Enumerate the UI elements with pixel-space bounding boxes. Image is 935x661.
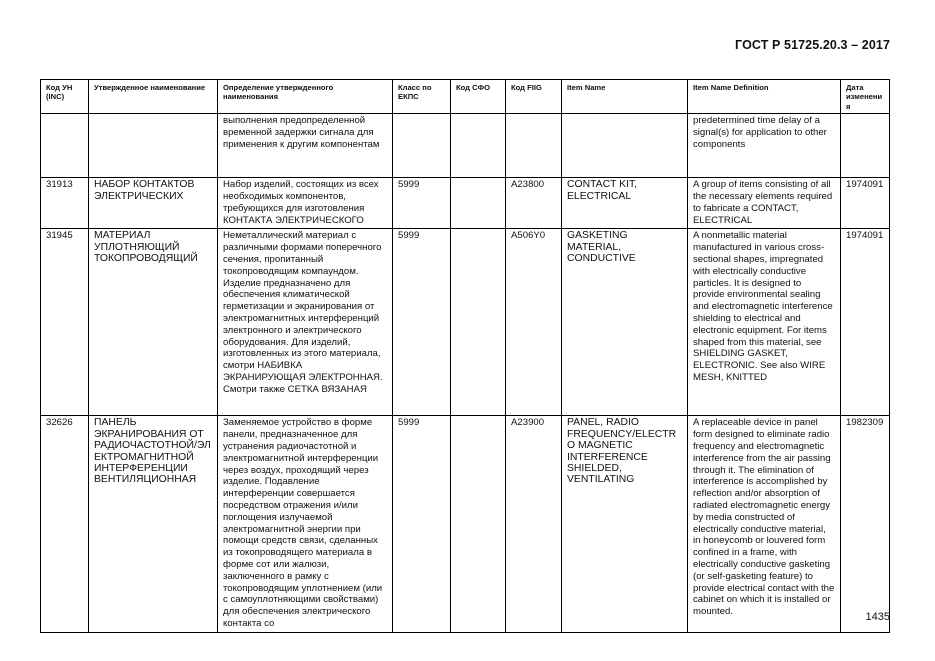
column-header-name-ru: Утвержденное наименование [89, 80, 218, 114]
cell-sfo [451, 178, 506, 229]
cell-item-definition: A replaceable device in panel form designed to eliminate radio frequency and electromagnetic interference from the air passing through it. The elimination of interference is accomplished by reflection and/or absorption of radiated electromagnetic energy by media constructed of electrically conductive material, in honeycomb or louvered form confined in a frame, with electrically conductive gasketing (or self-gasketing feature) to provide electrical contact with the cabinet on which it is installed or mounted. [688, 416, 841, 632]
column-header-definition-ru: Определение утвержденного наименования [218, 80, 393, 114]
column-header-inc: Код УН (INC) [41, 80, 89, 114]
cell-fiig [506, 114, 562, 178]
table-row [41, 114, 890, 178]
cell-ekps: 5999 [393, 416, 451, 632]
cell-item-name: GASKETING MATERIAL, CONDUCTIVE [562, 229, 688, 416]
cell-inc: 32626 [41, 416, 89, 632]
cell-definition-ru: Заменяемое устройство в форме панели, предназначенное для устранения радиочастотной и электромагнитной интерференции через воздух, проходящий через изделие. Подавление интерференции совершается посредством отражения и/или поглощения излучаемой электромагнитной энергии при помощи средств связи, сделанных из токопроводящего материала в форме сот или жалюзи, заключенного в рамку с токопроводящим уплотнением (или с самоуплотняющими свойствами) для обеспечения электрического контакта со [218, 416, 393, 632]
cell-sfo [451, 114, 506, 178]
table-row [41, 178, 890, 229]
cell-inc: 31945 [41, 229, 89, 416]
cell-name-ru: ПАНЕЛЬ ЭКРАНИРОВАНИЯ ОТ РАДИОЧАСТОТНОЙ/ЭЛ ЕКТРОМАГНИТНОЙ ИНТЕРФЕРЕНЦИИ ВЕНТИЛЯЦИОННАЯ [89, 416, 218, 632]
document-header-title: ГОСТ Р 51725.20.3 – 2017 [735, 38, 890, 52]
cell-ekps: 5999 [393, 229, 451, 416]
cell-fiig: A23800 [506, 178, 562, 229]
cell-date [841, 114, 890, 178]
cell-definition-ru: выполнения предопределенной временной задержки сигнала для применения к другим компонентам [218, 114, 393, 178]
table-header-row [41, 80, 890, 114]
cell-item-name: CONTACT KIT, ELECTRICAL [562, 178, 688, 229]
cell-definition-ru: Набор изделий, состоящих из всех необходимых компонентов, требующихся для изготовления КОНТАКТА ЭЛЕКТРИЧЕСКОГО [218, 178, 393, 229]
cell-inc [41, 114, 89, 178]
cell-item-definition: A group of items consisting of all the necessary elements required to fabricate a CONTACT, ELECTRICAL [688, 178, 841, 229]
cell-sfo [451, 416, 506, 632]
cell-fiig: A506Y0 [506, 229, 562, 416]
cell-item-name: PANEL, RADIO FREQUENCY/ELECTRO MAGNETIC INTERFERENCE SHIELDED, VENTILATING [562, 416, 688, 632]
cell-name-ru: МАТЕРИАЛ УПЛОТНЯЮЩИЙ ТОКОПРОВОДЯЩИЙ [89, 229, 218, 416]
cell-name-ru [89, 114, 218, 178]
cell-date: 1982309 [841, 416, 890, 632]
cell-date: 1974091 [841, 229, 890, 416]
table-row [41, 416, 890, 632]
column-header-item-definition: Item Name Definition [688, 80, 841, 114]
page-number: 1435 [865, 611, 890, 623]
column-header-date: Дата изменения [841, 80, 890, 114]
catalog-table [40, 79, 890, 633]
column-header-ekps: Класс по ЕКПС [393, 80, 451, 114]
cell-inc: 31913 [41, 178, 89, 229]
cell-item-name [562, 114, 688, 178]
column-header-fiig: Код FIIG [506, 80, 562, 114]
cell-ekps [393, 114, 451, 178]
cell-item-definition: A nonmetallic material manufactured in various cross-sectional shapes, impregnated with electrically conductive particles. It is designed to provide environmental sealing and electromagnetic interference shielding to electrical and electronic equipment. For items shaped from this material, see SHIELDING GASKET, ELECTRONIC. See also WIRE MESH, KNITTED [688, 229, 841, 416]
cell-fiig: A23900 [506, 416, 562, 632]
cell-definition-ru: Неметаллический материал с различными формами поперечного сечения, пропитанный токопроводящим компаундом. Изделие предназначено для обеспечения климатической герметизации и экранирования от электромагнитных интерференций электронного и электрического оборудования. Для изделий, изготовленных из этого материала, смотри НАБИВКА ЭКРАНИРУЮЩАЯ ЭЛЕКТРОННАЯ. Смотри также СЕТКА ВЯЗАНАЯ [218, 229, 393, 416]
column-header-item-name: Item Name [562, 80, 688, 114]
cell-date: 1974091 [841, 178, 890, 229]
cell-sfo [451, 229, 506, 416]
cell-ekps: 5999 [393, 178, 451, 229]
cell-name-ru: НАБОР КОНТАКТОВ ЭЛЕКТРИЧЕСКИХ [89, 178, 218, 229]
table-row [41, 229, 890, 416]
cell-item-definition: predetermined time delay of a signal(s) for application to other components [688, 114, 841, 178]
column-header-sfo: Код СФО [451, 80, 506, 114]
